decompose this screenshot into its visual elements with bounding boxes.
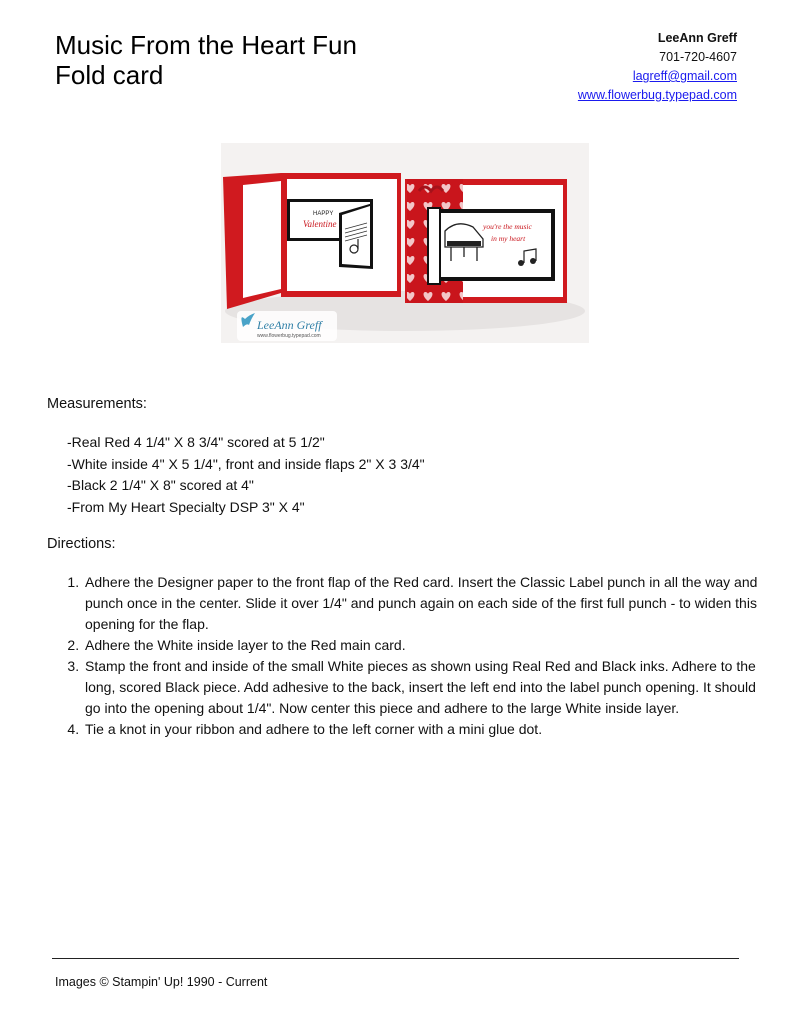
direction-step: 2. Adhere the White inside layer to the Red main card. — [83, 635, 773, 656]
watermark — [237, 311, 337, 341]
direction-step: 3. Stamp the front and inside of the small White pieces as shown using Real Red and Black inks. Adhere to the long, scored Black piece. Add adhesive to the back, insert the left end into the label punch opening. It should go into the opening about 1/4". Now center this piece and adhere to the large White inside layer. — [83, 656, 773, 719]
directions-list — [64, 572, 773, 740]
title-line-1: Music From the Heart Fun — [55, 30, 357, 60]
card-music-text-2: in my heart — [491, 234, 526, 243]
phone-number: 701-720-4607 — [659, 50, 737, 64]
direction-step: 1. Adhere the Designer paper to the front flap of the Red card. Insert the Classic Label punch in all the way and punch once in the center. Slide it over 1/4" and punch again on each side of the first full punch - to widen this opening for the flap. — [83, 572, 773, 635]
measurement-item: -White inside 4" X 5 1/4", front and inside flaps 2" X 3 3/4" — [67, 455, 425, 472]
card-happy-text: HAPPY — [313, 211, 334, 217]
card-music-text-1: you're the music — [483, 222, 532, 231]
direction-step: 4. Tie a knot in your ribbon and adhere to the left corner with a mini glue dot. — [83, 719, 773, 740]
watermark-name: LeeAnn Greff — [257, 318, 322, 332]
title-line-2: Fold card — [55, 60, 164, 90]
email-link[interactable]: lagreff@gmail.com — [632, 69, 737, 83]
website-link[interactable]: www.flowerbug.typepad.com — [577, 88, 737, 102]
footer-copyright: Images © Stampin' Up! 1990 - Current — [55, 975, 268, 989]
left-card — [223, 173, 401, 309]
author-name: LeeAnn Greff — [657, 31, 737, 45]
right-card — [405, 179, 567, 303]
page-title — [55, 30, 415, 90]
music-flap-white — [342, 206, 370, 266]
measurements-list — [67, 432, 425, 518]
measurement-item: -Real Red 4 1/4" X 8 3/4" scored at 5 1/2" — [67, 434, 325, 450]
measurement-item: -Black 2 1/4" X 8" scored at 4" — [67, 477, 254, 493]
left-flap-white — [429, 209, 439, 283]
directions-heading: Directions: — [47, 536, 116, 552]
left-card-white-panel — [243, 181, 281, 298]
measurements-heading: Measurements: — [47, 396, 147, 412]
measurement-item: -From My Heart Specialty DSP 3" X 4" — [67, 498, 305, 515]
contact-block — [578, 29, 737, 105]
watermark-url: www.flowerbug.typepad.com — [257, 333, 321, 339]
card-photo — [221, 143, 589, 343]
card-valentine-text: Valentine — [303, 219, 337, 229]
footer-divider — [52, 958, 739, 959]
